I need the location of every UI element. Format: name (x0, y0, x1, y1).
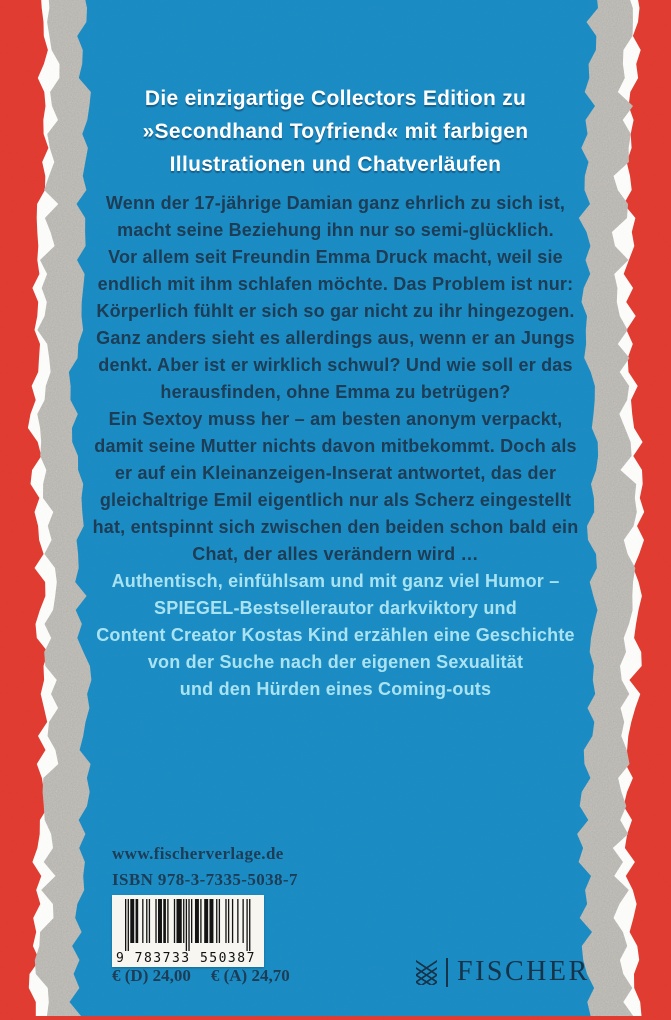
synopsis-line: endlich mit ihm schlafen möchte. Das Problem ist nur: (97, 274, 574, 294)
synopsis-line: Ganz anders sieht es allerdings aus, wenn er an Jungs (96, 328, 575, 348)
synopsis-line: herausfinden, ohne Emma zu betrügen? (160, 382, 511, 402)
fishnet-icon (416, 960, 437, 985)
barcode-digits: 9 783733 550387 (116, 951, 256, 966)
synopsis-text (0, 190, 671, 568)
synopsis-line: hat, entspinnt sich zwischen den beiden schon bald ein (92, 517, 579, 537)
highlight-line: und den Hürden eines Coming-outs (179, 679, 492, 699)
fischer-publisher-logo (416, 955, 590, 989)
price-row (112, 966, 290, 986)
price-austria: € (A) 24,70 (210, 966, 290, 985)
synopsis-line: Chat, der alles verändern wird … (192, 544, 479, 564)
headline-line: »Secondhand Toyfriend« mit farbigen (142, 120, 529, 143)
synopsis-line: Vor allem seit Freundin Emma Druck macht, weil sie (108, 247, 563, 267)
synopsis-line: gleichaltrige Emil eigentlich nur als Scherz eingestellt (99, 490, 572, 510)
barcode-bars (125, 899, 251, 953)
publisher-name: FISCHER (457, 956, 590, 987)
headline-line: Illustrationen und Chatverläufen (169, 153, 502, 176)
publisher-website: www.fischerverlage.de (112, 844, 284, 863)
logo-divider (446, 958, 448, 987)
synopsis-line: er auf ein Kleinanzeigen-Inserat antwortet, das der (114, 463, 557, 483)
highlight-line: Content Creator Kostas Kind erzählen eine Geschichte (96, 625, 575, 645)
isbn-number: ISBN 978-3-7335-5038-7 (112, 870, 298, 889)
highlight-line: von der Suche nach der eigenen Sexualität (147, 652, 524, 672)
headline-line: Die einzigartige Collectors Edition zu (144, 87, 527, 110)
ean-barcode (112, 895, 264, 967)
synopsis-line: macht seine Beziehung ihn nur so semi-glücklich. (117, 220, 554, 240)
synopsis-line: denkt. Aber ist er wirklich schwul? Und wie soll er das (98, 355, 573, 375)
author-highlight-text (0, 568, 671, 703)
price-germany: € (D) 24,00 (112, 966, 191, 985)
synopsis-line: Körperlich fühlt er sich so gar nicht zu ihr hingezogen. (96, 301, 575, 321)
synopsis-line: Wenn der 17-jährige Damian ganz ehrlich zu sich ist, (105, 193, 566, 213)
highlight-line: Authentisch, einfühlsam und mit ganz viel Humor – (111, 571, 560, 591)
synopsis-line: damit seine Mutter nichts davon mitbekommt. Doch als (94, 436, 577, 456)
highlight-line: SPIEGEL-Bestsellerautor darkviktory und (154, 598, 517, 618)
collectors-edition-headline (0, 82, 671, 181)
synopsis-line: Ein Sextoy muss her – am besten anonym verpackt, (108, 409, 563, 429)
